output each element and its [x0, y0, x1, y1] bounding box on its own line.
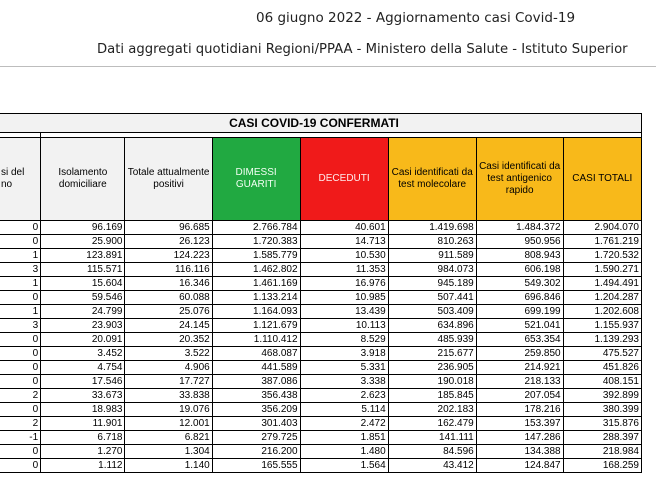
- cell-test-antigenico: 808.943: [476, 249, 563, 263]
- cell-isolamento-domiciliare: 123.891: [41, 249, 125, 263]
- cell-test-antigenico: 214.921: [476, 361, 563, 375]
- cell-casi-del-giorno: 1: [0, 277, 41, 291]
- table-title-row: [0, 114, 642, 133]
- cell-casi-del-giorno: 0: [0, 291, 41, 305]
- cell-casi-del-giorno: 2: [0, 417, 41, 431]
- cell-test-molecolare: 43.412: [388, 459, 476, 473]
- cell-totale-positivi: 19.076: [125, 403, 212, 417]
- cell-test-antigenico: 653.354: [476, 333, 563, 347]
- table-row: [0, 375, 642, 389]
- table-row: [0, 403, 642, 417]
- cell-dimessi-guariti: 356.438: [212, 389, 300, 403]
- table-row: [0, 235, 642, 249]
- cell-totale-positivi: 17.727: [125, 375, 212, 389]
- cell-deceduti: 5.114: [300, 403, 388, 417]
- cell-deceduti: 1.851: [300, 431, 388, 445]
- cell-dimessi-guariti: 356.209: [212, 403, 300, 417]
- table-row: [0, 249, 642, 263]
- cell-dimessi-guariti: 301.403: [212, 417, 300, 431]
- table-row: [0, 361, 642, 375]
- cell-deceduti: 2.472: [300, 417, 388, 431]
- cell-isolamento-domiciliare: 11.901: [41, 417, 125, 431]
- cell-dimessi-guariti: 2.766.784: [212, 221, 300, 235]
- cell-test-molecolare: 485.939: [388, 333, 476, 347]
- cell-test-molecolare: 507.441: [388, 291, 476, 305]
- cell-test-molecolare: 185.845: [388, 389, 476, 403]
- cell-casi-totali: 1.204.287: [563, 291, 641, 305]
- cell-totale-positivi: 26.123: [125, 235, 212, 249]
- cell-totale-positivi: 4.906: [125, 361, 212, 375]
- column-header-test-antigenico: Casi identificati da test antigenico rapido: [476, 138, 563, 221]
- report-title: 06 giugno 2022 - Aggiornamento casi Covid-19: [256, 10, 576, 26]
- cell-test-antigenico: 549.302: [476, 277, 563, 291]
- table-row: [0, 459, 642, 473]
- cell-dimessi-guariti: 468.087: [212, 347, 300, 361]
- cell-casi-totali: 392.899: [563, 389, 641, 403]
- cell-isolamento-domiciliare: 6.718: [41, 431, 125, 445]
- cell-dimessi-guariti: 1.164.093: [212, 305, 300, 319]
- cell-isolamento-domiciliare: 25.900: [41, 235, 125, 249]
- cell-dimessi-guariti: 1.462.802: [212, 263, 300, 277]
- cell-totale-positivi: 3.522: [125, 347, 212, 361]
- cell-dimessi-guariti: 1.585.779: [212, 249, 300, 263]
- cell-test-molecolare: 945.189: [388, 277, 476, 291]
- cell-casi-del-giorno: 1: [0, 305, 41, 319]
- cell-test-molecolare: 634.896: [388, 319, 476, 333]
- cell-test-molecolare: 810.263: [388, 235, 476, 249]
- cell-totale-positivi: 24.145: [125, 319, 212, 333]
- cell-casi-totali: 380.399: [563, 403, 641, 417]
- cell-totale-positivi: 96.685: [125, 221, 212, 235]
- cell-totale-positivi: 25.076: [125, 305, 212, 319]
- cell-totale-positivi: 60.088: [125, 291, 212, 305]
- cell-test-antigenico: 696.846: [476, 291, 563, 305]
- cell-totale-positivi: 20.352: [125, 333, 212, 347]
- cell-test-molecolare: 190.018: [388, 375, 476, 389]
- cell-test-antigenico: 1.484.372: [476, 221, 563, 235]
- cell-test-molecolare: 503.409: [388, 305, 476, 319]
- cell-casi-del-giorno: 2: [0, 389, 41, 403]
- cell-test-antigenico: 147.286: [476, 431, 563, 445]
- table-row: [0, 431, 642, 445]
- cell-casi-del-giorno: 0: [0, 221, 41, 235]
- cell-casi-totali: 408.151: [563, 375, 641, 389]
- column-header-totale-positivi: Totale attualmente positivi: [125, 138, 212, 221]
- column-header-deceduti: DECEDUTI: [300, 138, 388, 221]
- cell-casi-totali: 1.202.608: [563, 305, 641, 319]
- cell-casi-del-giorno: 0: [0, 403, 41, 417]
- cell-isolamento-domiciliare: 20.091: [41, 333, 125, 347]
- cell-casi-del-giorno: 0: [0, 375, 41, 389]
- cell-isolamento-domiciliare: 96.169: [41, 221, 125, 235]
- header-divider: [0, 66, 656, 67]
- cell-casi-del-giorno: 0: [0, 235, 41, 249]
- cell-test-antigenico: 134.388: [476, 445, 563, 459]
- table-title: CASI COVID-19 CONFERMATI: [0, 114, 642, 133]
- cell-deceduti: 16.976: [300, 277, 388, 291]
- cell-casi-del-giorno: 0: [0, 333, 41, 347]
- cell-deceduti: 10.113: [300, 319, 388, 333]
- cell-deceduti: 13.439: [300, 305, 388, 319]
- column-header-casi-totali: CASI TOTALI: [563, 138, 641, 221]
- cell-test-antigenico: 124.847: [476, 459, 563, 473]
- cell-isolamento-domiciliare: 115.571: [41, 263, 125, 277]
- cell-totale-positivi: 1.140: [125, 459, 212, 473]
- table-row: [0, 263, 642, 277]
- cell-casi-del-giorno: 0: [0, 347, 41, 361]
- cell-isolamento-domiciliare: 33.673: [41, 389, 125, 403]
- cell-casi-totali: 315.876: [563, 417, 641, 431]
- cell-dimessi-guariti: 216.200: [212, 445, 300, 459]
- cell-deceduti: 2.623: [300, 389, 388, 403]
- cell-dimessi-guariti: 387.086: [212, 375, 300, 389]
- cell-dimessi-guariti: 279.725: [212, 431, 300, 445]
- cell-isolamento-domiciliare: 17.546: [41, 375, 125, 389]
- cell-dimessi-guariti: 1.110.412: [212, 333, 300, 347]
- table-row: [0, 389, 642, 403]
- cell-dimessi-guariti: 1.461.169: [212, 277, 300, 291]
- cell-test-antigenico: 153.397: [476, 417, 563, 431]
- cell-dimessi-guariti: 441.589: [212, 361, 300, 375]
- cell-deceduti: 14.713: [300, 235, 388, 249]
- cell-isolamento-domiciliare: 18.983: [41, 403, 125, 417]
- cell-test-molecolare: 141.111: [388, 431, 476, 445]
- cell-casi-totali: 1.761.219: [563, 235, 641, 249]
- cell-casi-totali: 475.527: [563, 347, 641, 361]
- cell-test-molecolare: 215.677: [388, 347, 476, 361]
- cell-test-antigenico: 521.041: [476, 319, 563, 333]
- cell-test-molecolare: 984.073: [388, 263, 476, 277]
- cell-dimessi-guariti: 1.121.679: [212, 319, 300, 333]
- cell-totale-positivi: 33.838: [125, 389, 212, 403]
- cell-casi-totali: 1.494.491: [563, 277, 641, 291]
- cell-deceduti: 10.985: [300, 291, 388, 305]
- cell-totale-positivi: 6.821: [125, 431, 212, 445]
- cell-test-antigenico: 950.956: [476, 235, 563, 249]
- table-row: [0, 305, 642, 319]
- cell-test-molecolare: 911.589: [388, 249, 476, 263]
- cell-test-antigenico: 699.199: [476, 305, 563, 319]
- cell-isolamento-domiciliare: 3.452: [41, 347, 125, 361]
- cell-isolamento-domiciliare: 1.112: [41, 459, 125, 473]
- cell-casi-del-giorno: 3: [0, 319, 41, 333]
- cell-deceduti: 3.338: [300, 375, 388, 389]
- cell-deceduti: 1.480: [300, 445, 388, 459]
- cell-test-molecolare: 236.905: [388, 361, 476, 375]
- table-row: [0, 291, 642, 305]
- cell-isolamento-domiciliare: 15.604: [41, 277, 125, 291]
- cell-dimessi-guariti: 1.720.383: [212, 235, 300, 249]
- cell-casi-del-giorno: -1: [0, 431, 41, 445]
- covid-cases-table: [0, 113, 642, 473]
- report-subtitle: Dati aggregati quotidiani Regioni/PPAA - Ministero della Salute - Istituto Superior: [97, 42, 628, 57]
- cell-casi-del-giorno: 0: [0, 445, 41, 459]
- column-header-cases-del-giorno: si del no: [0, 138, 41, 221]
- cell-deceduti: 11.353: [300, 263, 388, 277]
- cell-test-antigenico: 606.198: [476, 263, 563, 277]
- cell-totale-positivi: 124.223: [125, 249, 212, 263]
- cell-casi-totali: 1.590.271: [563, 263, 641, 277]
- cell-test-antigenico: 178.216: [476, 403, 563, 417]
- cell-test-antigenico: 218.133: [476, 375, 563, 389]
- cell-isolamento-domiciliare: 24.799: [41, 305, 125, 319]
- cell-totale-positivi: 1.304: [125, 445, 212, 459]
- table-row: [0, 277, 642, 291]
- table-row: [0, 221, 642, 235]
- cell-totale-positivi: 116.116: [125, 263, 212, 277]
- cell-test-molecolare: 202.183: [388, 403, 476, 417]
- cell-deceduti: 10.530: [300, 249, 388, 263]
- cell-test-molecolare: 84.596: [388, 445, 476, 459]
- cell-isolamento-domiciliare: 4.754: [41, 361, 125, 375]
- column-header-isolamento: Isolamento domiciliare: [41, 138, 125, 221]
- table-row: [0, 319, 642, 333]
- table-row: [0, 347, 642, 361]
- cell-test-antigenico: 259.850: [476, 347, 563, 361]
- cell-casi-totali: 168.259: [563, 459, 641, 473]
- cell-casi-totali: 451.826: [563, 361, 641, 375]
- cell-test-molecolare: 162.479: [388, 417, 476, 431]
- cell-totale-positivi: 12.001: [125, 417, 212, 431]
- cell-casi-totali: 288.397: [563, 431, 641, 445]
- cell-casi-totali: 1.155.937: [563, 319, 641, 333]
- cell-dimessi-guariti: 165.555: [212, 459, 300, 473]
- cell-isolamento-domiciliare: 23.903: [41, 319, 125, 333]
- cell-totale-positivi: 16.346: [125, 277, 212, 291]
- cell-casi-del-giorno: 3: [0, 263, 41, 277]
- table-row: [0, 445, 642, 459]
- cell-dimessi-guariti: 1.133.214: [212, 291, 300, 305]
- cell-isolamento-domiciliare: 1.270: [41, 445, 125, 459]
- cell-deceduti: 1.564: [300, 459, 388, 473]
- cell-casi-del-giorno: 1: [0, 249, 41, 263]
- cell-casi-totali: 1.720.532: [563, 249, 641, 263]
- cell-deceduti: 3.918: [300, 347, 388, 361]
- cell-casi-totali: 2.904.070: [563, 221, 641, 235]
- table-row: [0, 333, 642, 347]
- cell-test-molecolare: 1.419.698: [388, 221, 476, 235]
- column-header-test-molecolare: Casi identificati da test molecolare: [388, 138, 476, 221]
- column-header-dimessi-guariti: DIMESSI GUARITI: [212, 138, 300, 221]
- cell-casi-del-giorno: 0: [0, 361, 41, 375]
- cell-casi-totali: 1.139.293: [563, 333, 641, 347]
- cell-isolamento-domiciliare: 59.546: [41, 291, 125, 305]
- table-row: [0, 417, 642, 431]
- cell-casi-totali: 218.984: [563, 445, 641, 459]
- cell-casi-del-giorno: 0: [0, 459, 41, 473]
- cell-deceduti: 8.529: [300, 333, 388, 347]
- column-header-row: [0, 138, 642, 221]
- cell-deceduti: 5.331: [300, 361, 388, 375]
- cell-deceduti: 40.601: [300, 221, 388, 235]
- cell-test-antigenico: 207.054: [476, 389, 563, 403]
